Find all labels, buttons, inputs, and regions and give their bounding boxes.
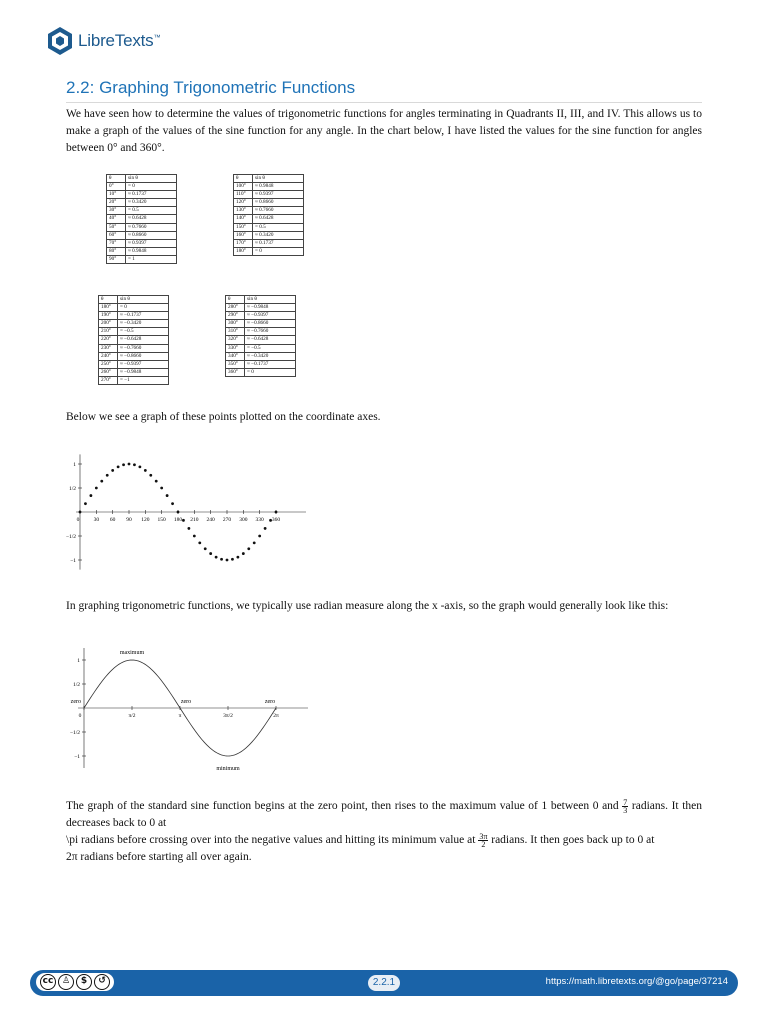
table-row: [107, 231, 304, 239]
table-cell: = 1: [126, 255, 177, 263]
data-point: [155, 480, 158, 483]
table1-frame: [66, 162, 306, 274]
table-cell: [169, 368, 226, 376]
table-cell: = 0.5: [253, 223, 304, 231]
table-cell: [177, 223, 234, 231]
table-cell: [177, 175, 234, 183]
table-cell: 240°: [99, 352, 118, 360]
table-cell: 300°: [226, 320, 245, 328]
table-cell: 60°: [107, 231, 126, 239]
table-cell: ≈ −0.3420: [245, 352, 296, 360]
table-cell: θ: [107, 175, 126, 183]
table-cell: 30°: [107, 207, 126, 215]
data-point: [177, 511, 180, 514]
zero-label-mid: zero: [180, 699, 192, 705]
data-point: [275, 511, 278, 514]
graph-intro-paragraph: Below we see a graph of these points plotted on the coordinate axes.: [66, 411, 381, 423]
table-cell: 290°: [226, 312, 245, 320]
table-row: [99, 352, 296, 360]
data-point: [106, 474, 109, 477]
x-tick-label: 150: [157, 517, 166, 523]
data-point: [149, 474, 152, 477]
data-point: [253, 541, 256, 544]
page-title: 2.2: Graphing Trigonometric Functions: [66, 78, 702, 103]
table-cell: [169, 304, 226, 312]
table-cell: 330°: [226, 344, 245, 352]
degree-plot-frame: [66, 434, 310, 582]
table-cell: 50°: [107, 223, 126, 231]
table-row: [107, 239, 304, 247]
table-cell: ≈ 0.8660: [253, 199, 304, 207]
table-cell: ≈ −0.8660: [245, 320, 296, 328]
table-cell: 360°: [226, 368, 245, 376]
table-cell: [177, 247, 234, 255]
data-point: [182, 519, 185, 522]
table-cell: [177, 255, 234, 263]
table-cell: 170°: [234, 239, 253, 247]
data-point: [128, 463, 131, 466]
x-tick-label: 270: [222, 517, 232, 523]
table-row: [99, 336, 296, 344]
radian-plot-frame: [66, 624, 310, 780]
table-cell: 180°: [99, 304, 118, 312]
table-cell: ≈ −0.6428: [245, 336, 296, 344]
x-tick-label: 180: [173, 517, 183, 523]
table-cell: ≈ 0.3420: [253, 231, 304, 239]
sine-table-180-360: [98, 295, 296, 385]
table-cell: 100°: [234, 183, 253, 191]
table-cell: [169, 312, 226, 320]
data-point: [236, 556, 239, 559]
data-point: [117, 465, 120, 468]
data-point: [231, 558, 234, 561]
table-cell: ≈ −0.6428: [118, 336, 169, 344]
table-cell: 340°: [226, 352, 245, 360]
table-header-row: [99, 296, 296, 304]
license-badge[interactable]: [36, 973, 114, 991]
table-row: [99, 320, 296, 328]
table-row: [99, 312, 296, 320]
table-row: [99, 376, 296, 384]
table-row: [107, 183, 304, 191]
table-cell: [245, 376, 296, 384]
x-tick-label: 0: [76, 517, 80, 523]
table-cell: ≈ −0.9397: [118, 360, 169, 368]
table-cell: θ: [99, 296, 118, 304]
table-cell: 310°: [226, 328, 245, 336]
table-cell: = −0.5: [118, 328, 169, 336]
table-cell: 10°: [107, 191, 126, 199]
table-cell: ≈ 0.8660: [126, 231, 177, 239]
y-tick-label: 1/2: [68, 486, 76, 492]
y-tick-label: −1: [74, 754, 80, 760]
table-cell: sin θ: [126, 175, 177, 183]
table-cell: = −0.5: [245, 344, 296, 352]
table-cell: ≈ −0.9848: [118, 368, 169, 376]
table-cell: ≈ 0.6428: [253, 215, 304, 223]
data-point: [122, 463, 125, 466]
x-tick-label: π/2: [128, 713, 136, 719]
table-cell: = 0.5: [126, 207, 177, 215]
x-tick-label: 3π/2: [223, 713, 233, 719]
page-url-link[interactable]: https://math.libretexts.org/@go/page/37214: [545, 976, 728, 987]
table-cell: 20°: [107, 199, 126, 207]
table-cell: [177, 215, 234, 223]
data-point: [79, 511, 82, 514]
x-tick-label: 240: [206, 517, 215, 523]
table-cell: ≈ 0.9397: [253, 191, 304, 199]
x-tick-label: 300: [239, 517, 248, 523]
table-cell: ≈ −0.7660: [245, 328, 296, 336]
table-cell: = 0: [118, 304, 169, 312]
table-cell: 130°: [234, 207, 253, 215]
data-point: [220, 558, 223, 561]
table-cell: 90°: [107, 255, 126, 263]
data-point: [100, 480, 103, 483]
data-point: [269, 519, 272, 522]
table-cell: ≈ −0.1737: [245, 360, 296, 368]
table-cell: [169, 336, 226, 344]
cc-icon: cc: [40, 974, 56, 990]
table-header-row: [107, 175, 304, 183]
table-cell: 280°: [226, 304, 245, 312]
libretexts-hexagon-icon: [46, 26, 74, 56]
page-number: 2.2.1: [368, 975, 400, 991]
data-point: [133, 463, 136, 466]
x-tick-label: 90: [126, 517, 132, 523]
table-cell: sin θ: [253, 175, 304, 183]
x-tick-label: π: [178, 713, 182, 719]
data-point: [166, 494, 169, 497]
data-point: [187, 527, 190, 530]
table-cell: [169, 344, 226, 352]
table-cell: 230°: [99, 344, 118, 352]
y-tick-label: 1: [77, 658, 80, 664]
data-point: [95, 487, 98, 490]
table-cell: ≈ 0.7660: [126, 223, 177, 231]
table-cell: ≈ −0.9848: [245, 304, 296, 312]
table-cell: 120°: [234, 199, 253, 207]
table-row: [107, 247, 304, 255]
table-cell: [169, 320, 226, 328]
brand-name: LibreTexts™: [78, 31, 161, 50]
table-cell: ≈ 0.9397: [126, 239, 177, 247]
table-cell: [234, 255, 253, 263]
table-cell: = 0: [126, 183, 177, 191]
table2-frame: [66, 290, 298, 398]
by-icon: ♙: [58, 974, 74, 990]
table-cell: θ: [234, 175, 253, 183]
page-footer: [30, 970, 738, 996]
table-row: [107, 199, 304, 207]
table-cell: 80°: [107, 247, 126, 255]
data-point: [204, 547, 207, 550]
zero-label-right: zero: [264, 699, 276, 705]
data-point: [242, 552, 245, 555]
table-cell: = 0: [245, 368, 296, 376]
x-tick-label: 360: [271, 517, 281, 523]
table-cell: [177, 231, 234, 239]
table-cell: 320°: [226, 336, 245, 344]
table-cell: [226, 376, 245, 384]
table-cell: 220°: [99, 336, 118, 344]
table-cell: [177, 207, 234, 215]
table-cell: ≈ −0.3420: [118, 320, 169, 328]
table-row: [99, 360, 296, 368]
y-tick-label: 1/2: [72, 682, 80, 688]
data-point: [84, 502, 87, 505]
x-tick-label: 0: [78, 713, 82, 719]
table-cell: ≈ 0.7660: [253, 207, 304, 215]
y-tick-label: 1: [73, 462, 76, 468]
table-cell: [177, 191, 234, 199]
table-cell: [177, 199, 234, 207]
data-point: [209, 552, 212, 555]
table-cell: = 0: [253, 247, 304, 255]
data-point: [226, 559, 229, 562]
data-point: [111, 469, 114, 472]
table-cell: 210°: [99, 328, 118, 336]
table-cell: ≈ −0.7660: [118, 344, 169, 352]
table-cell: 140°: [234, 215, 253, 223]
table-cell: sin θ: [245, 296, 296, 304]
data-point: [247, 547, 250, 550]
data-point: [171, 502, 174, 505]
y-tick-label: −1/2: [66, 534, 76, 540]
table-row: [107, 223, 304, 231]
table-cell: sin θ: [118, 296, 169, 304]
table-cell: = −1: [118, 376, 169, 384]
table-cell: 250°: [99, 360, 118, 368]
radian-sine-line-chart: [66, 624, 310, 780]
data-point: [193, 535, 196, 538]
radian-intro-paragraph: In graphing trigonometric functions, we typically use radian measure along the x -axis, so the graph would generally look like this:: [66, 600, 669, 612]
table-cell: [169, 328, 226, 336]
degree-sine-scatter-chart: [66, 434, 310, 582]
data-point: [138, 465, 141, 468]
table-cell: 110°: [234, 191, 253, 199]
data-point: [144, 469, 147, 472]
zero-label-left: zero: [70, 699, 81, 705]
table-cell: 350°: [226, 360, 245, 368]
table-cell: [177, 183, 234, 191]
x-tick-label: 60: [109, 517, 116, 523]
table-cell: 0°: [107, 183, 126, 191]
table-cell: 200°: [99, 320, 118, 328]
table-cell: 40°: [107, 215, 126, 223]
table-cell: ≈ 0.9848: [126, 247, 177, 255]
table-row: [107, 215, 304, 223]
table-cell: ≈ 0.1737: [126, 191, 177, 199]
fraction: $\frac{3\pi}{2}$: [479, 831, 488, 849]
table-row: [107, 255, 304, 263]
table-cell: 150°: [234, 223, 253, 231]
table-cell: [177, 239, 234, 247]
sine-table-0-180: [106, 174, 304, 264]
table-row: [99, 368, 296, 376]
table-cell: ≈ 0.3420: [126, 199, 177, 207]
table-cell: ≈ −0.8660: [118, 352, 169, 360]
x-tick-label: 120: [141, 517, 150, 523]
table-cell: 260°: [99, 368, 118, 376]
data-point: [89, 494, 92, 497]
table-cell: ≈ 0.9848: [253, 183, 304, 191]
data-point: [258, 535, 261, 538]
y-tick-label: −1: [70, 558, 76, 564]
table-row: [99, 304, 296, 312]
minimum-label: minimum: [216, 766, 240, 772]
data-point: [160, 487, 163, 490]
table-cell: 180°: [234, 247, 253, 255]
table-row: [99, 328, 296, 336]
table-cell: ≈ 0.6428: [126, 215, 177, 223]
x-tick-label: 30: [93, 517, 100, 523]
table-row: [99, 344, 296, 352]
table-cell: [169, 376, 226, 384]
table-cell: [169, 352, 226, 360]
x-tick-label: 330: [255, 517, 264, 523]
x-tick-label: 210: [190, 517, 199, 523]
explanation-paragraph: The graph of the standard sine function begins at the zero point, then rises to the maximum value of 1 between 0 and $\frac{7}{3}$ radians. It then decreases back to 0 at \pi radians before crossing over into the negative values and hitting its minimum value at $\frac{3\pi}{2}$ radians. It then goes back up to 0 at 2π radians before starting all over again.: [66, 797, 703, 863]
fraction: $\frac{7}{3}$: [623, 797, 628, 815]
table-cell: [169, 296, 226, 304]
table-cell: 160°: [234, 231, 253, 239]
y-tick-label: −1/2: [69, 730, 80, 736]
data-point: [198, 541, 201, 544]
libretexts-logo[interactable]: [46, 26, 160, 56]
table-row: [107, 207, 304, 215]
sa-icon: ↺: [94, 974, 110, 990]
data-point: [264, 527, 267, 530]
table-cell: 70°: [107, 239, 126, 247]
maximum-label: maximum: [119, 650, 145, 656]
table-cell: ≈ −0.9397: [245, 312, 296, 320]
table-cell: 190°: [99, 312, 118, 320]
intro-paragraph: We have seen how to determine the values of trigonometric functions for angles terminating in Quadrants II, III, and IV. This allows us to make a graph of the values of the sine function for any angle. In the chart below, I have listed the values for the sine function for angles between 0° and 360°.: [66, 108, 702, 154]
nc-icon: $: [76, 974, 92, 990]
table-cell: ≈ 0.1737: [253, 239, 304, 247]
x-tick-label: 2π: [273, 713, 279, 719]
table-cell: [169, 360, 226, 368]
data-point: [215, 556, 218, 559]
table-cell: ≈ −0.1737: [118, 312, 169, 320]
table-cell: [253, 255, 304, 263]
table-cell: 270°: [99, 376, 118, 384]
table-cell: θ: [226, 296, 245, 304]
table-row: [107, 191, 304, 199]
